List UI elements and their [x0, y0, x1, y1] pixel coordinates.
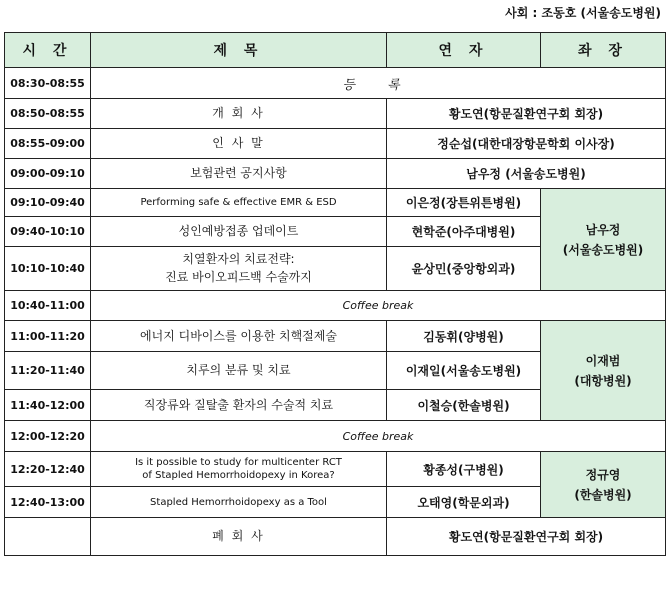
- chair-cell-session2: [541, 321, 666, 421]
- table-row: [5, 421, 666, 452]
- speaker-cell: 김동휘(양병원): [387, 321, 541, 352]
- speaker-cell: 남우정 (서울송도병원): [387, 159, 666, 189]
- title-cell: Stapled Hemorrhoidopexy as a Tool: [91, 487, 387, 518]
- title-cell: 개 회 사: [91, 99, 387, 129]
- time-cell: 10:10-10:40: [5, 247, 91, 291]
- header-row: [5, 33, 666, 68]
- table-row: [5, 518, 666, 556]
- table-row: [5, 452, 666, 487]
- title-cell: 치루의 분류 및 치료: [91, 352, 387, 390]
- speaker-cell: 오태영(학문외과): [387, 487, 541, 518]
- title-cell: 에너지 디바이스를 이용한 치핵절제술: [91, 321, 387, 352]
- table-row: [5, 159, 666, 189]
- chair-name: 이재범: [585, 353, 621, 368]
- time-cell: 11:40-12:00: [5, 390, 91, 421]
- program-table: [4, 32, 666, 556]
- time-cell: 12:20-12:40: [5, 452, 91, 487]
- speaker-cell: 정순섭(대한대장항문학회 이사장): [387, 129, 666, 159]
- time-cell: 08:55-09:00: [5, 129, 91, 159]
- title-cell: 폐 회 사: [91, 518, 387, 556]
- chair-hospital: (대항병원): [574, 373, 632, 388]
- table-row: [5, 189, 666, 217]
- time-cell: 11:20-11:40: [5, 352, 91, 390]
- table-row: [5, 99, 666, 129]
- speaker-cell: 현학준(아주대병원): [387, 217, 541, 247]
- title-line: 진료 바이오피드백 수술까지: [165, 270, 312, 284]
- chair-cell-session1: [541, 189, 666, 291]
- title-cell: 성인예방접종 업데이트: [91, 217, 387, 247]
- title-cell: 보험관련 공지사항: [91, 159, 387, 189]
- title-cell: Performing safe & effective EMR & ESD: [91, 189, 387, 217]
- chair-hospital: (한솔병원): [574, 487, 632, 502]
- time-cell: 10:40-11:00: [5, 291, 91, 321]
- time-cell: 12:00-12:20: [5, 421, 91, 452]
- table-row: [5, 68, 666, 99]
- speaker-cell: 황도연(항문질환연구회 회장): [387, 518, 666, 556]
- speaker-cell: 이재일(서울송도병원): [387, 352, 541, 390]
- speaker-cell: 황도연(항문질환연구회 회장): [387, 99, 666, 129]
- speaker-cell: 이철승(한솔병원): [387, 390, 541, 421]
- speaker-cell: 황종성(구병원): [387, 452, 541, 487]
- chair-hospital: (서울송도병원): [562, 242, 644, 257]
- chair-name: 남우정: [585, 222, 621, 237]
- moderator-label: 사회 : 조동호 (서울송도병원): [505, 6, 661, 20]
- time-cell: 09:00-09:10: [5, 159, 91, 189]
- time-cell: [5, 518, 91, 556]
- header-speaker: 연 자: [387, 33, 541, 68]
- table-row: [5, 291, 666, 321]
- time-cell: 11:00-11:20: [5, 321, 91, 352]
- title-line: 치열환자의 치료전략:: [182, 252, 295, 266]
- break-cell: Coffee break: [91, 291, 666, 321]
- header-chair: 좌 장: [541, 33, 666, 68]
- time-cell: 08:30-08:55: [5, 68, 91, 99]
- time-cell: 09:10-09:40: [5, 189, 91, 217]
- title-line: Is it possible to study for multicenter RCT: [135, 457, 342, 468]
- title-line: of Stapled Hemorrhoidopexy in Korea?: [142, 470, 335, 481]
- title-cell: 직장류와 질탈출 환자의 수술적 치료: [91, 390, 387, 421]
- time-cell: 12:40-13:00: [5, 487, 91, 518]
- title-cell: [91, 247, 387, 291]
- table-row: [5, 129, 666, 159]
- speaker-cell: 윤상민(중앙항외과): [387, 247, 541, 291]
- chair-cell-session3: [541, 452, 666, 518]
- time-cell: 08:50-08:55: [5, 99, 91, 129]
- title-cell: [91, 452, 387, 487]
- break-cell: Coffee break: [91, 421, 666, 452]
- speaker-cell: 이은정(장튼위튼병원): [387, 189, 541, 217]
- header-title: 제 목: [91, 33, 387, 68]
- registration-cell: 등 록: [91, 68, 666, 99]
- table-row: [5, 321, 666, 352]
- time-cell: 09:40-10:10: [5, 217, 91, 247]
- chair-name: 정규영: [585, 467, 621, 482]
- header-time: 시 간: [5, 33, 91, 68]
- title-cell: 인 사 말: [91, 129, 387, 159]
